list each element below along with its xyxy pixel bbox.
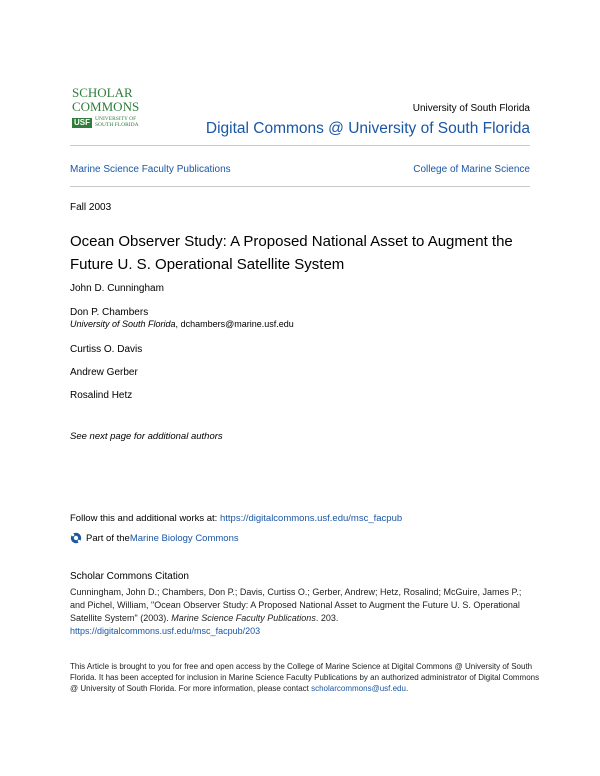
author-5: Rosalind Hetz — [70, 390, 133, 401]
college-link[interactable]: College of Marine Science — [413, 164, 530, 175]
usf-mark — [72, 117, 150, 128]
access-notice-end: . — [405, 684, 409, 693]
citation-journal: Marine Science Faculty Publications — [171, 613, 316, 623]
collection-link[interactable]: Marine Science Faculty Publications — [70, 164, 231, 175]
scholar-commons-logo[interactable] — [72, 86, 150, 138]
logo-line-2: COMMONS — [72, 99, 140, 114]
citation-text: Cunningham, John D.; Chambers, Don P.; Davis, Curtiss O.; Gerber, Andrew; Hetz, Rosalind; McGuire, James P.; and Pichel, William, "Ocean Observer Study: A Proposed National Asset to Augment the Future U. S. Operational Satellite System" (2003). — [70, 587, 522, 623]
author-3: Curtiss O. Davis — [70, 344, 143, 355]
publication-date: Fall 2003 — [70, 202, 112, 213]
access-notice-text: This Article is brought to you for free and open access by the College of Marine Science at Digital Commons @ University of South Florida. It has been accepted for inclusion in Marine Science Faculty Publications by an authorized administrator of Digital Commons @ University of South Florida. For more information, please contact — [70, 662, 540, 693]
author-2-details: University of South Florida, dchambers@marine.usf.edu — [70, 319, 294, 329]
author-1: John D. Cunningham — [70, 283, 164, 294]
author-2-email[interactable]: dchambers@marine.usf.edu — [180, 319, 294, 329]
part-of-line — [70, 532, 239, 544]
collection-url-link[interactable]: https://digitalcommons.usf.edu/msc_facpub — [219, 513, 403, 524]
access-notice — [70, 661, 540, 694]
part-of-prefix: Part of the — [86, 532, 130, 544]
logo-line-1: SCHOLAR — [72, 85, 133, 100]
follow-prefix: Follow this and additional works at: — [70, 513, 220, 524]
citation-body — [70, 586, 535, 638]
repository-link[interactable]: Digital Commons @ University of South Florida — [205, 120, 530, 137]
usf-text-1: UNIVERSITY OF — [95, 116, 137, 122]
paper-title: Ocean Observer Study: A Proposed National Asset to Augment the Future U. S. Operational Satellite System — [70, 233, 513, 273]
author-4: Andrew Gerber — [70, 367, 138, 378]
usf-text-2: SOUTH FLORIDA — [95, 121, 139, 128]
follow-line — [70, 513, 402, 524]
institution-name: University of South Florida — [412, 103, 530, 114]
divider-top — [70, 145, 530, 146]
contact-email-link[interactable]: scholarcommons@usf.edu — [311, 684, 406, 693]
network-icon — [70, 532, 82, 544]
usf-badge: USF — [74, 117, 90, 127]
author-2-affiliation: University of South Florida — [70, 319, 176, 329]
divider-nav — [70, 186, 530, 187]
citation-number: . 203. — [315, 613, 339, 623]
marine-biology-commons-link[interactable]: Marine Biology Commons — [129, 532, 239, 544]
citation-heading: Scholar Commons Citation — [70, 571, 189, 582]
see-next-page-link[interactable]: See next page for additional authors — [70, 431, 223, 442]
citation-url-link[interactable]: https://digitalcommons.usf.edu/msc_facpub/203 — [70, 626, 261, 636]
author-2-name: Don P. Chambers — [70, 307, 149, 318]
author-2 — [70, 307, 294, 329]
